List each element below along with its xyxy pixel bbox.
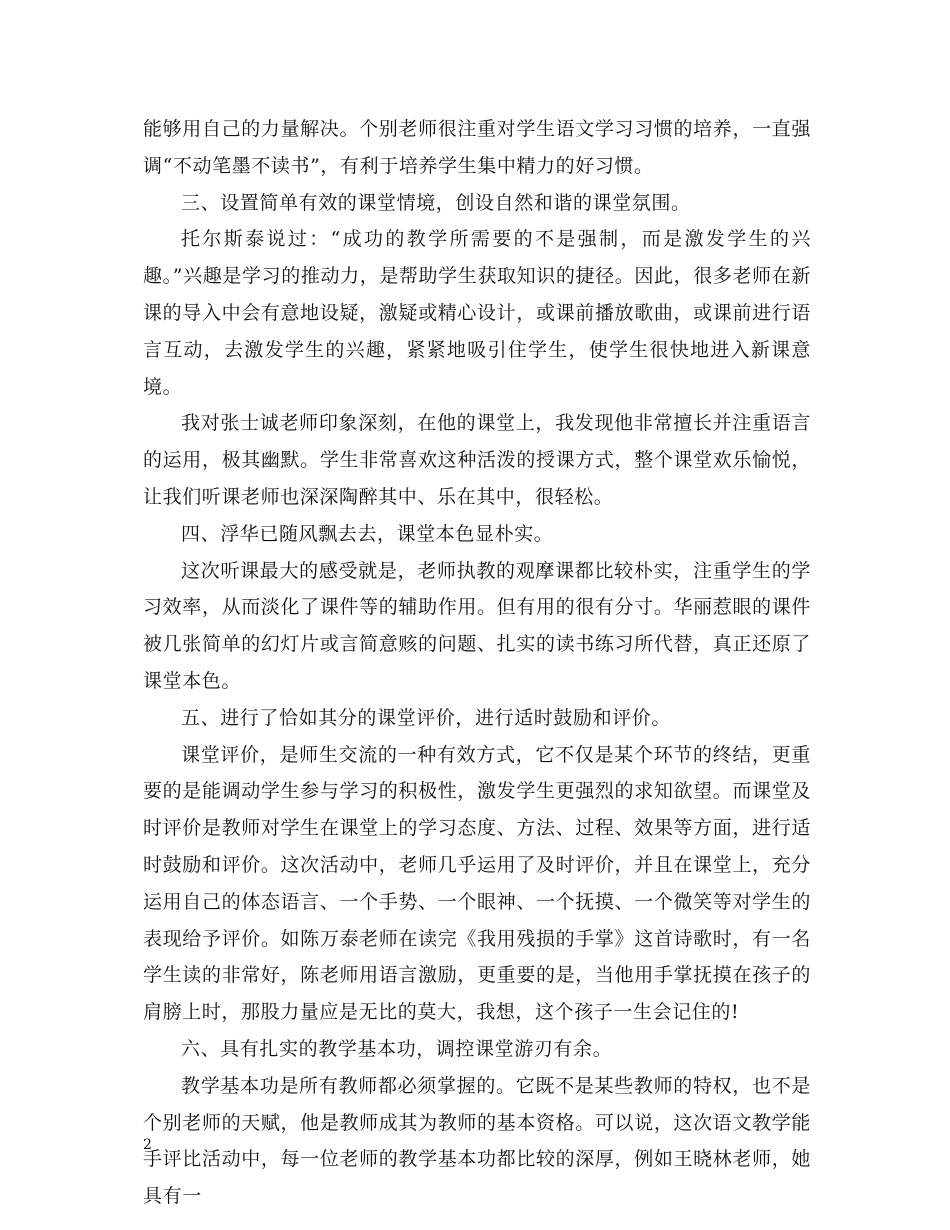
paragraph: 这次听课最大的感受就是，老师执教的观摩课都比较朴实，注重学生的学习效率，从而淡化了课件等的辅助作用。但有用的很有分寸。华丽惹眼的课件被几张简单的幻灯片或言简意赅的问题、扎实的读书练习所代替，真正还原了课堂本色。 xyxy=(143,559,811,692)
paragraph: 托尔斯泰说过：“成功的教学所需要的不是强制，而是激发学生的兴趣。”兴趣是学习的推动力，是帮助学生获取知识的捷径。因此，很多老师在新课的导入中会有意地设疑，激疑或精心设计，或课前播放歌曲，或课前进行语言互动，去激发学生的兴趣，紧紧地吸引住学生，使学生很快地进入新课意境。 xyxy=(143,228,811,398)
section-heading-6: 六、具有扎实的教学基本功，调控课堂游刃有余。 xyxy=(181,1037,613,1060)
document-body xyxy=(143,111,811,1215)
paragraph: 我对张士诚老师印象深刻，在他的课堂上，我发现他非常擅长并注重语言的运用，极其幽默。学生非常喜欢这种活泼的授课方式，整个课堂欢乐愉悦，让我们听课老师也深深陶醉其中、乐在其中，很轻松。 xyxy=(143,412,811,508)
section-heading-5: 五、进行了恰如其分的课堂评价，进行适时鼓励和评价。 xyxy=(181,706,672,729)
paragraph: 课堂评价，是师生交流的一种有效方式，它不仅是某个环节的终结，更重要的是能调动学生参与学习的积极性，激发学生更强烈的求知欲望。而课堂及时评价是教师对学生在课堂上的学习态度、方法、过程、效果等方面，进行适时鼓励和评价。这次活动中，老师几乎运用了及时评价，并且在课堂上，充分运用自己的体态语言、一个手势、一个眼神、一个抚摸、一个微笑等对学生的表现给予评价。如陈万泰老师在读完《我用残损的手掌》这首诗歌时，有一名学生读的非常好，陈老师用语言激励，更重要的是，当他用手掌抚摸在孩子的肩膀上时，那股力量应是无比的莫大，我想，这个孩子一生会记住的! xyxy=(143,743,811,1024)
section-heading-4: 四、浮华已随风飘去去，课堂本色显朴实。 xyxy=(181,522,554,545)
section-heading-3: 三、设置简单有效的课堂情境，创设自然和谐的课堂氛围。 xyxy=(181,191,691,214)
page-number: 2 xyxy=(143,1137,152,1153)
paragraph: 教学基本功是所有教师都必须掌握的。它既不是某些教师的特权，也不是个别老师的天赋，他是教师成其为教师的基本资格。可以说，这次语文教学能手评比活动中，每一位老师的教学基本功都比较的深厚，例如王晓林老师，她具有一 xyxy=(143,1074,811,1208)
paragraph-continuation: 能够用自己的力量解决。个别老师很注重对学生语文学习习惯的培养，一直强调“不动笔墨不读书”，有利于培养学生集中精力的好习惯。 xyxy=(143,118,811,177)
